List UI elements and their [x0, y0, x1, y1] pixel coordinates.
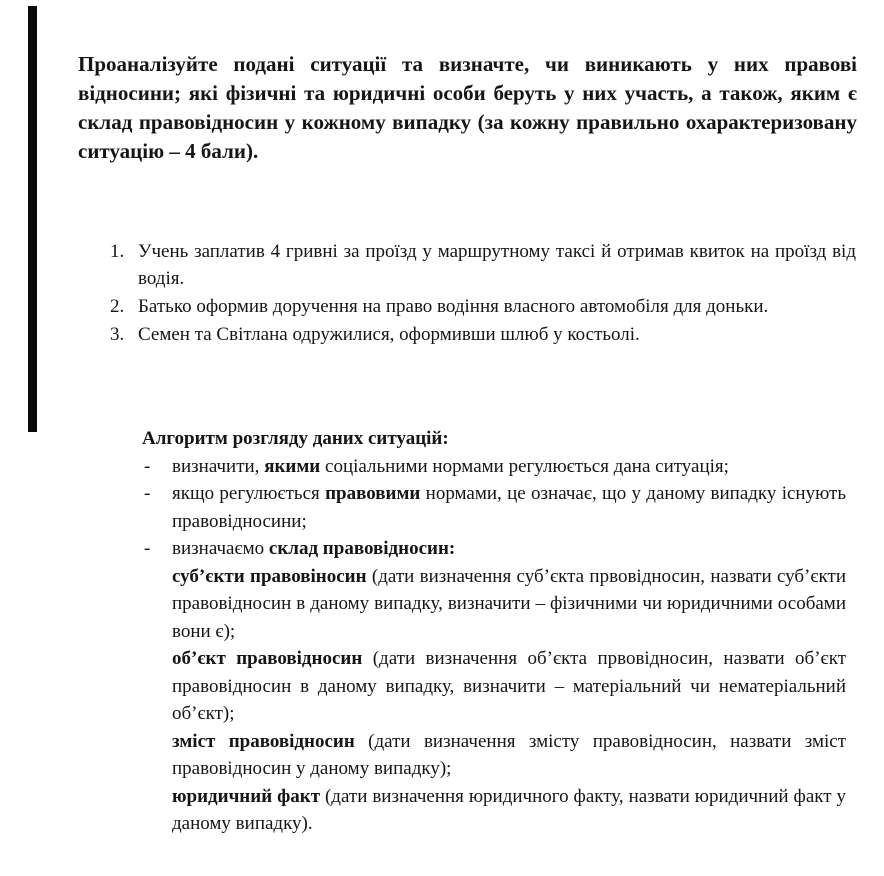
- algorithm-bullet: [142, 535, 846, 563]
- algorithm-sub-item: зміст правовідносин (дати визначення змісту правовідносин, назвати зміст правовідносин у даному випадку);: [172, 730, 846, 779]
- list-item: [110, 293, 856, 320]
- algorithm-bullet: [142, 480, 846, 535]
- algorithm-heading: Алгоритм розгляду даних ситуацій:: [142, 428, 449, 449]
- assignment-title: Проаналізуйте подані ситуації та визначте, чи виникають у них правові відносини; які фізичні та юридичні особи беруть у них участь, а також, яким є склад правовідносин у кожному випадку (за кожну правильно охарактеризовану ситуацію – 4 бали).: [78, 52, 857, 163]
- bullet-text: визначити, якими соціальними нормами регулюється дана ситуація;: [172, 455, 729, 477]
- bullet-text: якщо регулюється правовими нормами, це означає, що у даному випадку існують правовідносини;: [172, 483, 846, 532]
- list-item-number: 1.: [110, 241, 125, 262]
- list-item-text: Учень заплатив 4 гривні за проїзд у маршрутному таксі й отримав квиток на проїзд від водія.: [138, 241, 856, 289]
- bullet-dash: -: [144, 455, 151, 477]
- list-item-text: Батько оформив доручення на право водіння власного автомобіля для доньки.: [138, 296, 769, 317]
- list-item-number: 3.: [110, 324, 125, 345]
- list-item: [110, 238, 856, 292]
- bullet-dash: -: [144, 538, 151, 559]
- algorithm-sub-item: юридичний факт (дати визначення юридичного факту, назвати юридичний факт у даному випадку).: [172, 785, 846, 834]
- situations-list: [110, 238, 856, 349]
- algorithm-sub-item: суб’єкти правовіносин (дати визначення суб’єкта првовідносин, назвати суб’єкти правовідносин в даному випадку, визначити – фізичними чи юридичними особами вони є);: [172, 565, 846, 642]
- list-item-number: 2.: [110, 296, 125, 317]
- algorithm-bullet: [142, 453, 846, 481]
- bullet-dash: -: [144, 483, 151, 504]
- list-item-text: Семен та Світлана одружилися, оформивши шлюб у костьолі.: [138, 324, 640, 345]
- bullet-text: визначаємо склад правовідносин:: [172, 538, 456, 559]
- algorithm-section: [142, 425, 846, 838]
- algorithm-sub-item: об’єкт правовідносин (дати визначення об’єкта првовідносин, назвати об’єкт правовідносин в даному випадку, визначити – матеріальний чи нематеріальний об’єкт);: [172, 648, 846, 724]
- scan-artifact-bar: [28, 6, 37, 432]
- list-item: [110, 321, 856, 348]
